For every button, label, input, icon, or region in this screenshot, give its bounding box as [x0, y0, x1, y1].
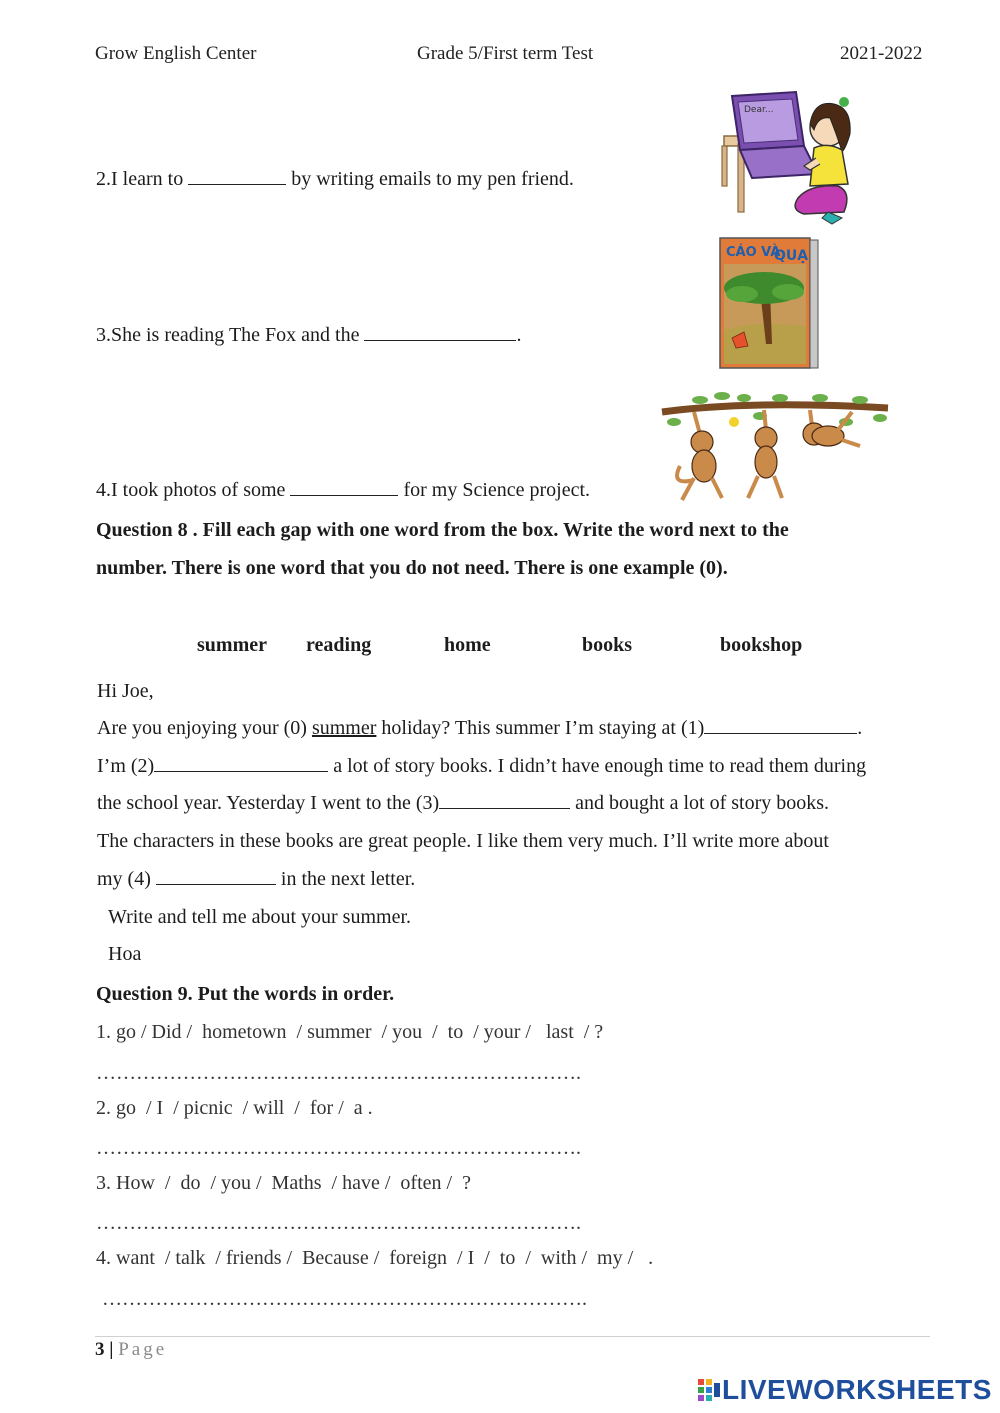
q9-item-1: 1. go / Did / hometown / summer / you / to / your / last / ?: [96, 1021, 604, 1043]
monkeys-illustration: [660, 386, 892, 510]
item-text-after: .: [516, 324, 522, 346]
book-title-line2: QUẠ: [774, 248, 809, 264]
q9-item-2: 2. go / I / picnic / will / for / a .: [96, 1097, 373, 1119]
page-separator: |: [104, 1339, 119, 1360]
letter-text: I’m (2): [97, 755, 155, 777]
q7-item-4: [96, 479, 590, 502]
letter-line-4: The characters in these books are great people. I like them very much. I’ll write more about: [97, 830, 829, 852]
q7-item-3: [96, 324, 521, 347]
liveworksheets-logo: [698, 1374, 992, 1406]
answer-line-1[interactable]: ……………………………………………………………….: [96, 1062, 581, 1084]
item-number: 4.: [96, 479, 111, 501]
answer-line-2[interactable]: ……………………………………………………………….: [96, 1137, 581, 1159]
page-word: Page: [118, 1339, 168, 1360]
letter-greeting: Hi Joe,: [97, 680, 154, 702]
logo-text: LIVEWORKSHEETS: [722, 1374, 992, 1405]
letter-line-5: [97, 868, 415, 891]
book-title-line1: CÁO VÀ: [726, 245, 781, 260]
item-text-before: I took photos of some: [111, 479, 286, 501]
letter-line-1: [97, 717, 862, 740]
letter-line-2: [97, 755, 866, 778]
q9-item-3: 3. How / do / you / Maths / have / often / ?: [96, 1172, 471, 1194]
letter-signature: Hoa: [108, 943, 142, 965]
letter-text: a lot of story books. I didn’t have enough time to read them during: [328, 755, 867, 777]
gap-4-blank[interactable]: [156, 868, 276, 885]
letter-text: holiday? This summer I’m staying at (1): [376, 717, 705, 739]
q8-title-line2: number. There is one word that you do not need. There is one example (0).: [96, 557, 728, 579]
page-footer: [95, 1339, 167, 1361]
letter-text: and bought a lot of story books.: [570, 792, 830, 814]
letter-text: in the next letter.: [275, 868, 416, 890]
gap-2-blank[interactable]: [154, 755, 328, 772]
q8-title-line1: Question 8 . Fill each gap with one word from the box. Write the word next to the: [96, 519, 789, 541]
letter-text: the school year. Yesterday I went to the (3): [97, 792, 440, 814]
girl-laptop-illustration: [718, 88, 863, 228]
header-right: 2021-2022: [840, 43, 923, 64]
gap-3-blank[interactable]: [439, 792, 570, 809]
item-text-after: by writing emails to my pen friend.: [291, 168, 574, 190]
page-number: 3: [95, 1339, 105, 1360]
logo-mark-icon: [698, 1376, 720, 1398]
gap-1-blank[interactable]: [704, 717, 857, 734]
header-center: Grade 5/First term Test: [417, 43, 594, 64]
item-number: 2.: [96, 168, 111, 190]
fox-crow-book-illustration: [714, 234, 822, 374]
footer-divider: [95, 1336, 930, 1337]
letter-text: Are you enjoying your (0): [97, 717, 312, 739]
answer-line-3[interactable]: ……………………………………………………………….: [96, 1212, 581, 1234]
q9-title: Question 9. Put the words in order.: [96, 983, 395, 1005]
answer-blank[interactable]: [364, 324, 516, 341]
answer-line-4[interactable]: ……………………………………………………………….: [102, 1288, 587, 1310]
letter-line-6: Write and tell me about your summer.: [108, 906, 412, 928]
item-number: 3.: [96, 324, 111, 346]
letter-line-3: [97, 792, 829, 815]
item-text-before: She is reading The Fox and the: [111, 324, 360, 346]
item-text-before: I learn to: [111, 168, 184, 190]
q7-item-2: [96, 168, 574, 191]
answer-blank[interactable]: [188, 168, 286, 185]
example-answer: summer: [311, 717, 377, 739]
word-option: bookshop: [720, 634, 803, 656]
answer-blank[interactable]: [290, 479, 398, 496]
word-box: [0, 634, 1000, 660]
letter-text: .: [857, 717, 863, 739]
laptop-screen-text: Dear...: [744, 105, 774, 115]
word-option: books: [582, 634, 633, 656]
letter-text: my (4): [97, 868, 156, 890]
word-option: summer: [197, 634, 267, 656]
q9-item-4: 4. want / talk / friends / Because / foreign / I / to / with / my / .: [96, 1247, 654, 1269]
word-option: home: [444, 634, 491, 656]
word-option: reading: [306, 634, 372, 656]
item-text-after: for my Science project.: [403, 479, 591, 501]
header-left: Grow English Center: [95, 43, 257, 64]
